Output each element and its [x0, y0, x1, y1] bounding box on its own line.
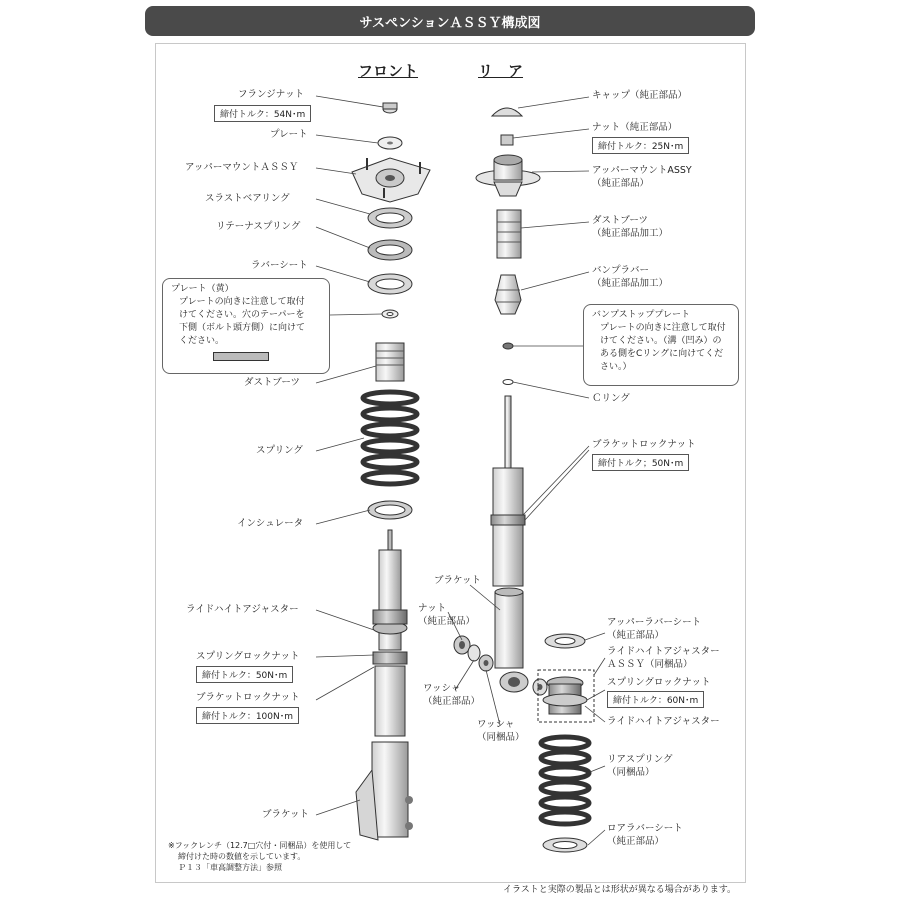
label-rear-lower-rubber-seat: ロアラバーシート	[607, 823, 683, 834]
front-dust-boot-part	[376, 343, 404, 381]
label-rear-upper-mount-note: （純正部品）	[592, 178, 650, 189]
label-spring-lock-nut: スプリングロックナット	[196, 651, 300, 662]
note-yellow-plate-line: 下側（ボルト頭方側）に向けて	[179, 323, 306, 333]
rear-cap-part	[492, 108, 522, 116]
front-thrust-bearing-part	[368, 208, 412, 228]
label-rear-cap: キャップ（純正部品）	[592, 90, 688, 101]
label-rear-bump-rubber-note: （純正部品加工）	[592, 278, 669, 289]
label-bracket-lock-nut: ブラケットロックナット	[196, 692, 300, 703]
footnote-line: Ｐ１３「車高調整方法」参照	[178, 863, 282, 872]
label-rubber-seat: ラバーシート	[251, 260, 308, 271]
label-rear-bump-rubber: バンプラバー	[592, 265, 650, 276]
front-rubber-seat-part	[368, 274, 412, 294]
rear-bump-stop-plate-part	[503, 343, 513, 349]
footnote-line: ※フックレンチ（12.7□穴付・同梱品）を使用して	[168, 841, 352, 850]
label-rear-lower-rubber-seat-note: （純正部品）	[607, 836, 665, 847]
rear-c-ring-part	[503, 380, 513, 385]
label-rear-rha-assy-note: ＡＳＳＹ（同梱品）	[607, 659, 693, 670]
label-insulator: インシュレータ	[237, 518, 304, 529]
label-rear-upper-rubber-seat: アッパーラバーシート	[607, 617, 702, 628]
label-rear-eye-nut: ナット	[418, 603, 447, 614]
label-rear-c-ring: Ｃリング	[592, 393, 630, 404]
label-rear-dust-boot-note: （純正部品加工）	[592, 228, 669, 239]
label-rear-eye-nut-note: （純正部品）	[418, 616, 476, 627]
label-rear-spring-note: （同梱品）	[607, 767, 655, 778]
front-bracket-part	[356, 742, 413, 840]
label-rear-washer-included: ワッシャ	[477, 719, 515, 730]
label-rear-ride-height-adjuster: ライドハイトアジャスター	[607, 716, 720, 727]
note-yellow-plate-title: プレート（黄）	[171, 284, 234, 294]
label-thrust-bearing: スラストベアリング	[205, 193, 290, 204]
label-rear-spring: リアスプリング	[607, 754, 673, 765]
label-flange-nut: フランジナット	[238, 89, 305, 100]
front-yellow-plate-part	[382, 310, 398, 318]
label-rear-rha-assy: ライドハイトアジャスター	[607, 646, 720, 657]
leader-lines	[316, 96, 605, 845]
label-rear-bracket-lock-nut: ブラケットロックナット	[592, 439, 696, 450]
note-yellow-plate-line: プレートの向きに注意して取付	[179, 297, 305, 307]
note-bump-stop-plate	[583, 304, 739, 386]
plate-orientation-icon	[213, 352, 269, 361]
note-yellow-plate-line: けてください。穴のテーパーを	[179, 310, 305, 320]
note-yellow-plate	[162, 278, 330, 374]
label-rear-upper-rubber-seat-note: （純正部品）	[607, 630, 665, 641]
heading-rear: リ ア	[478, 62, 524, 80]
label-rear-washer-oem-note: （純正部品）	[423, 696, 481, 707]
torque-spring-lock-nut: 締付トルク：50N･m	[196, 666, 293, 683]
note-bump-stop-plate-line: さい。）	[600, 362, 632, 372]
torque-rear-bracket-lock-nut: 締付トルク；50N･m	[592, 454, 689, 471]
rear-lower-rubber-seat-part	[543, 838, 587, 852]
torque-flange-nut: 締付トルク：54N･m	[214, 105, 311, 122]
heading-front: フロント	[358, 62, 419, 80]
footnote-line: 締付けた時の数値を示しています。	[178, 852, 306, 861]
torque-bracket-lock-nut: 締付トルク：100N･m	[196, 707, 299, 724]
front-upper-mount-part	[352, 158, 430, 202]
rear-nut-part	[501, 135, 513, 145]
label-rear-nut: ナット（純正部品）	[592, 122, 678, 133]
front-retainer-spring-part	[368, 240, 412, 260]
note-bump-stop-plate-line: けてください。（溝（凹み）の	[600, 336, 722, 346]
label-rear-washer-oem: ワッシャ	[423, 683, 461, 694]
label-ride-height-adjuster: ライドハイトアジャスター	[186, 604, 299, 615]
label-rear-upper-mount: アッパーマウントASSY	[592, 165, 692, 176]
label-dust-boot: ダストブーツ	[244, 377, 301, 388]
label-spring: スプリング	[256, 445, 303, 456]
rear-damper-part	[491, 396, 525, 586]
label-rear-washer-included-note: （同梱品）	[477, 732, 525, 743]
rear-bump-rubber-part	[495, 275, 521, 314]
front-damper-part	[373, 530, 407, 736]
rear-upper-mount-part	[476, 155, 540, 196]
disclaimer: イラストと実際の製品とは形状が異なる場合があります。	[503, 885, 737, 895]
note-yellow-plate-line: ください。	[179, 336, 225, 346]
label-plate: プレート	[270, 129, 308, 140]
note-bump-stop-plate-line: ある側をCリングに向けてくだ	[600, 349, 724, 359]
page-title: サスペンションＡＳＳＹ構成図	[359, 15, 541, 31]
note-bump-stop-plate-line: プレートの向きに注意して取付	[600, 323, 726, 333]
rear-upper-rubber-seat-part	[545, 634, 585, 648]
label-retainer-spring: リテーナスプリング	[216, 221, 301, 232]
torque-rear-spring-lock-nut: 締付トルク：60N･m	[607, 691, 704, 708]
label-upper-mount: アッパーマウントＡＳＳＹ	[185, 162, 299, 173]
rear-bracket-part	[495, 588, 528, 692]
front-plate-part	[378, 137, 402, 149]
rear-ride-height-adjuster-part	[538, 670, 594, 722]
front-flange-nut-part	[383, 103, 397, 113]
note-bump-stop-plate-title: バンプストッププレート	[592, 310, 691, 320]
label-rear-dust-boot: ダストブーツ	[592, 215, 649, 226]
front-insulator-part	[368, 501, 412, 519]
label-bracket: ブラケット	[262, 809, 310, 820]
front-spring-part	[363, 392, 417, 484]
rear-spring-part	[541, 737, 589, 824]
footnote	[168, 840, 351, 873]
label-rear-bracket: ブラケット	[434, 575, 482, 586]
torque-rear-nut: 締付トルク：25N･m	[592, 137, 689, 154]
rear-dust-boot-part	[497, 210, 521, 258]
label-rear-spring-lock-nut: スプリングロックナット	[607, 677, 711, 688]
